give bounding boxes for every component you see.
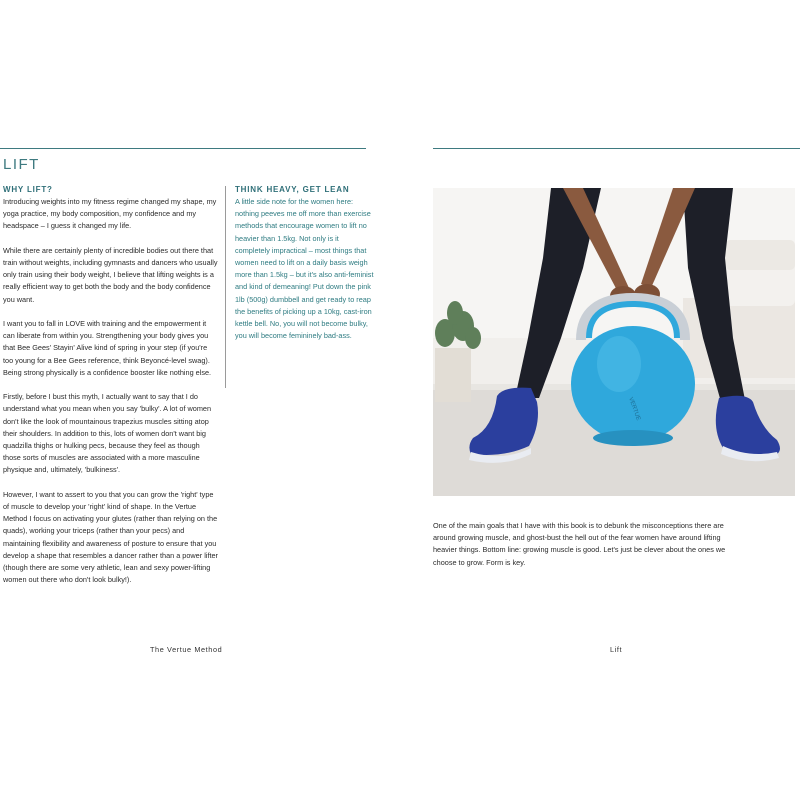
left-page-footer: The Vertue Method	[150, 645, 223, 654]
body-paragraph: Introducing weights into my fitness regime changed my shape, my yoga practice, my body composition, my confidence and my headspace – I guess it changed my life.	[3, 197, 217, 231]
chapter-title: LIFT	[3, 156, 40, 173]
sidebar-column	[235, 184, 375, 342]
kettlebell-photo	[433, 188, 795, 496]
body-paragraph: Firstly, before I bust this myth, I actually want to say that I do understand what you mean when you say 'bulky'. A lot of women don't like the look of mountainous trapezius muscles sitting atop their shoulders. In addition to this, lots of women don't want big quadzilla thighs or hulking pecs, because they feel as though those sorts of muscles are associated with a more masculine physique and, ultimately, 'bulkiness'.	[3, 392, 212, 475]
left-page-top-rule	[0, 148, 366, 149]
photo-caption: One of the main goals that I have with this book is to debunk the misconceptions there are around growing muscle, and ghost-bust the hell out of the fear women have around lifting heavier things. Bottom line: growing muscle is good. Let's just be clever about the ones we choose to grow. Form is key.	[433, 521, 726, 567]
right-page-footer: Lift	[610, 645, 623, 654]
sidebar-text: A little side note for the women here: nothing peeves me off more than exercise methods that encourage women to lift no heavier than 1.5kg. Not only is it completely impractical – most things that women need to lift on a daily basis weigh more than 1.5kg – but it's also anti-feminist and kind of demeaning! Put down the pink 1lb (500g) dumbbell and get ready to reap the benefits of picking up a 10kg, cast-iron kettle bell. No, you will not become bulky, you will become femininely bad-ass.	[235, 197, 374, 341]
why-lift-subhead: WHY LIFT?	[3, 185, 53, 194]
right-page-top-rule	[433, 148, 800, 149]
column-divider	[225, 186, 226, 388]
body-paragraph: While there are certainly plenty of incredible bodies out there that train without weights, including gymnasts and dancers who usually only train using their body weight, I believe that lifting weights is a really efficient way to get both the body and the body confidence you want.	[3, 245, 218, 304]
main-text-column	[3, 184, 219, 586]
sidebar-subhead: THINK HEAVY, GET LEAN	[235, 185, 350, 194]
body-paragraph: However, I want to assert to you that you can grow the 'right' type of muscle to develop your 'right' kind of shape. In the Vertue Method I focus on activating your glutes (rather than relying on the quads), working your triceps (rather than your pecs) and maintaining flexibility and awareness of posture to ensure that you develop a shape that resembles a dancer rather than a power lifter (though there are some very athletic, lean and sexy power-lifting women out there who don't look bulky!).	[3, 489, 218, 585]
kettlebell-label: VERTUE	[627, 396, 642, 422]
body-paragraph: I want you to fall in LOVE with training and the empowerment it can liberate from within you. Strengthening your body gives you that Bee Gees' Stayin' Alive kind of spring in your step (if you're too young for a Bee Gees reference, think Beyoncé-level swag). Being strong physically is a confidence booster like nothing else.	[3, 319, 212, 377]
